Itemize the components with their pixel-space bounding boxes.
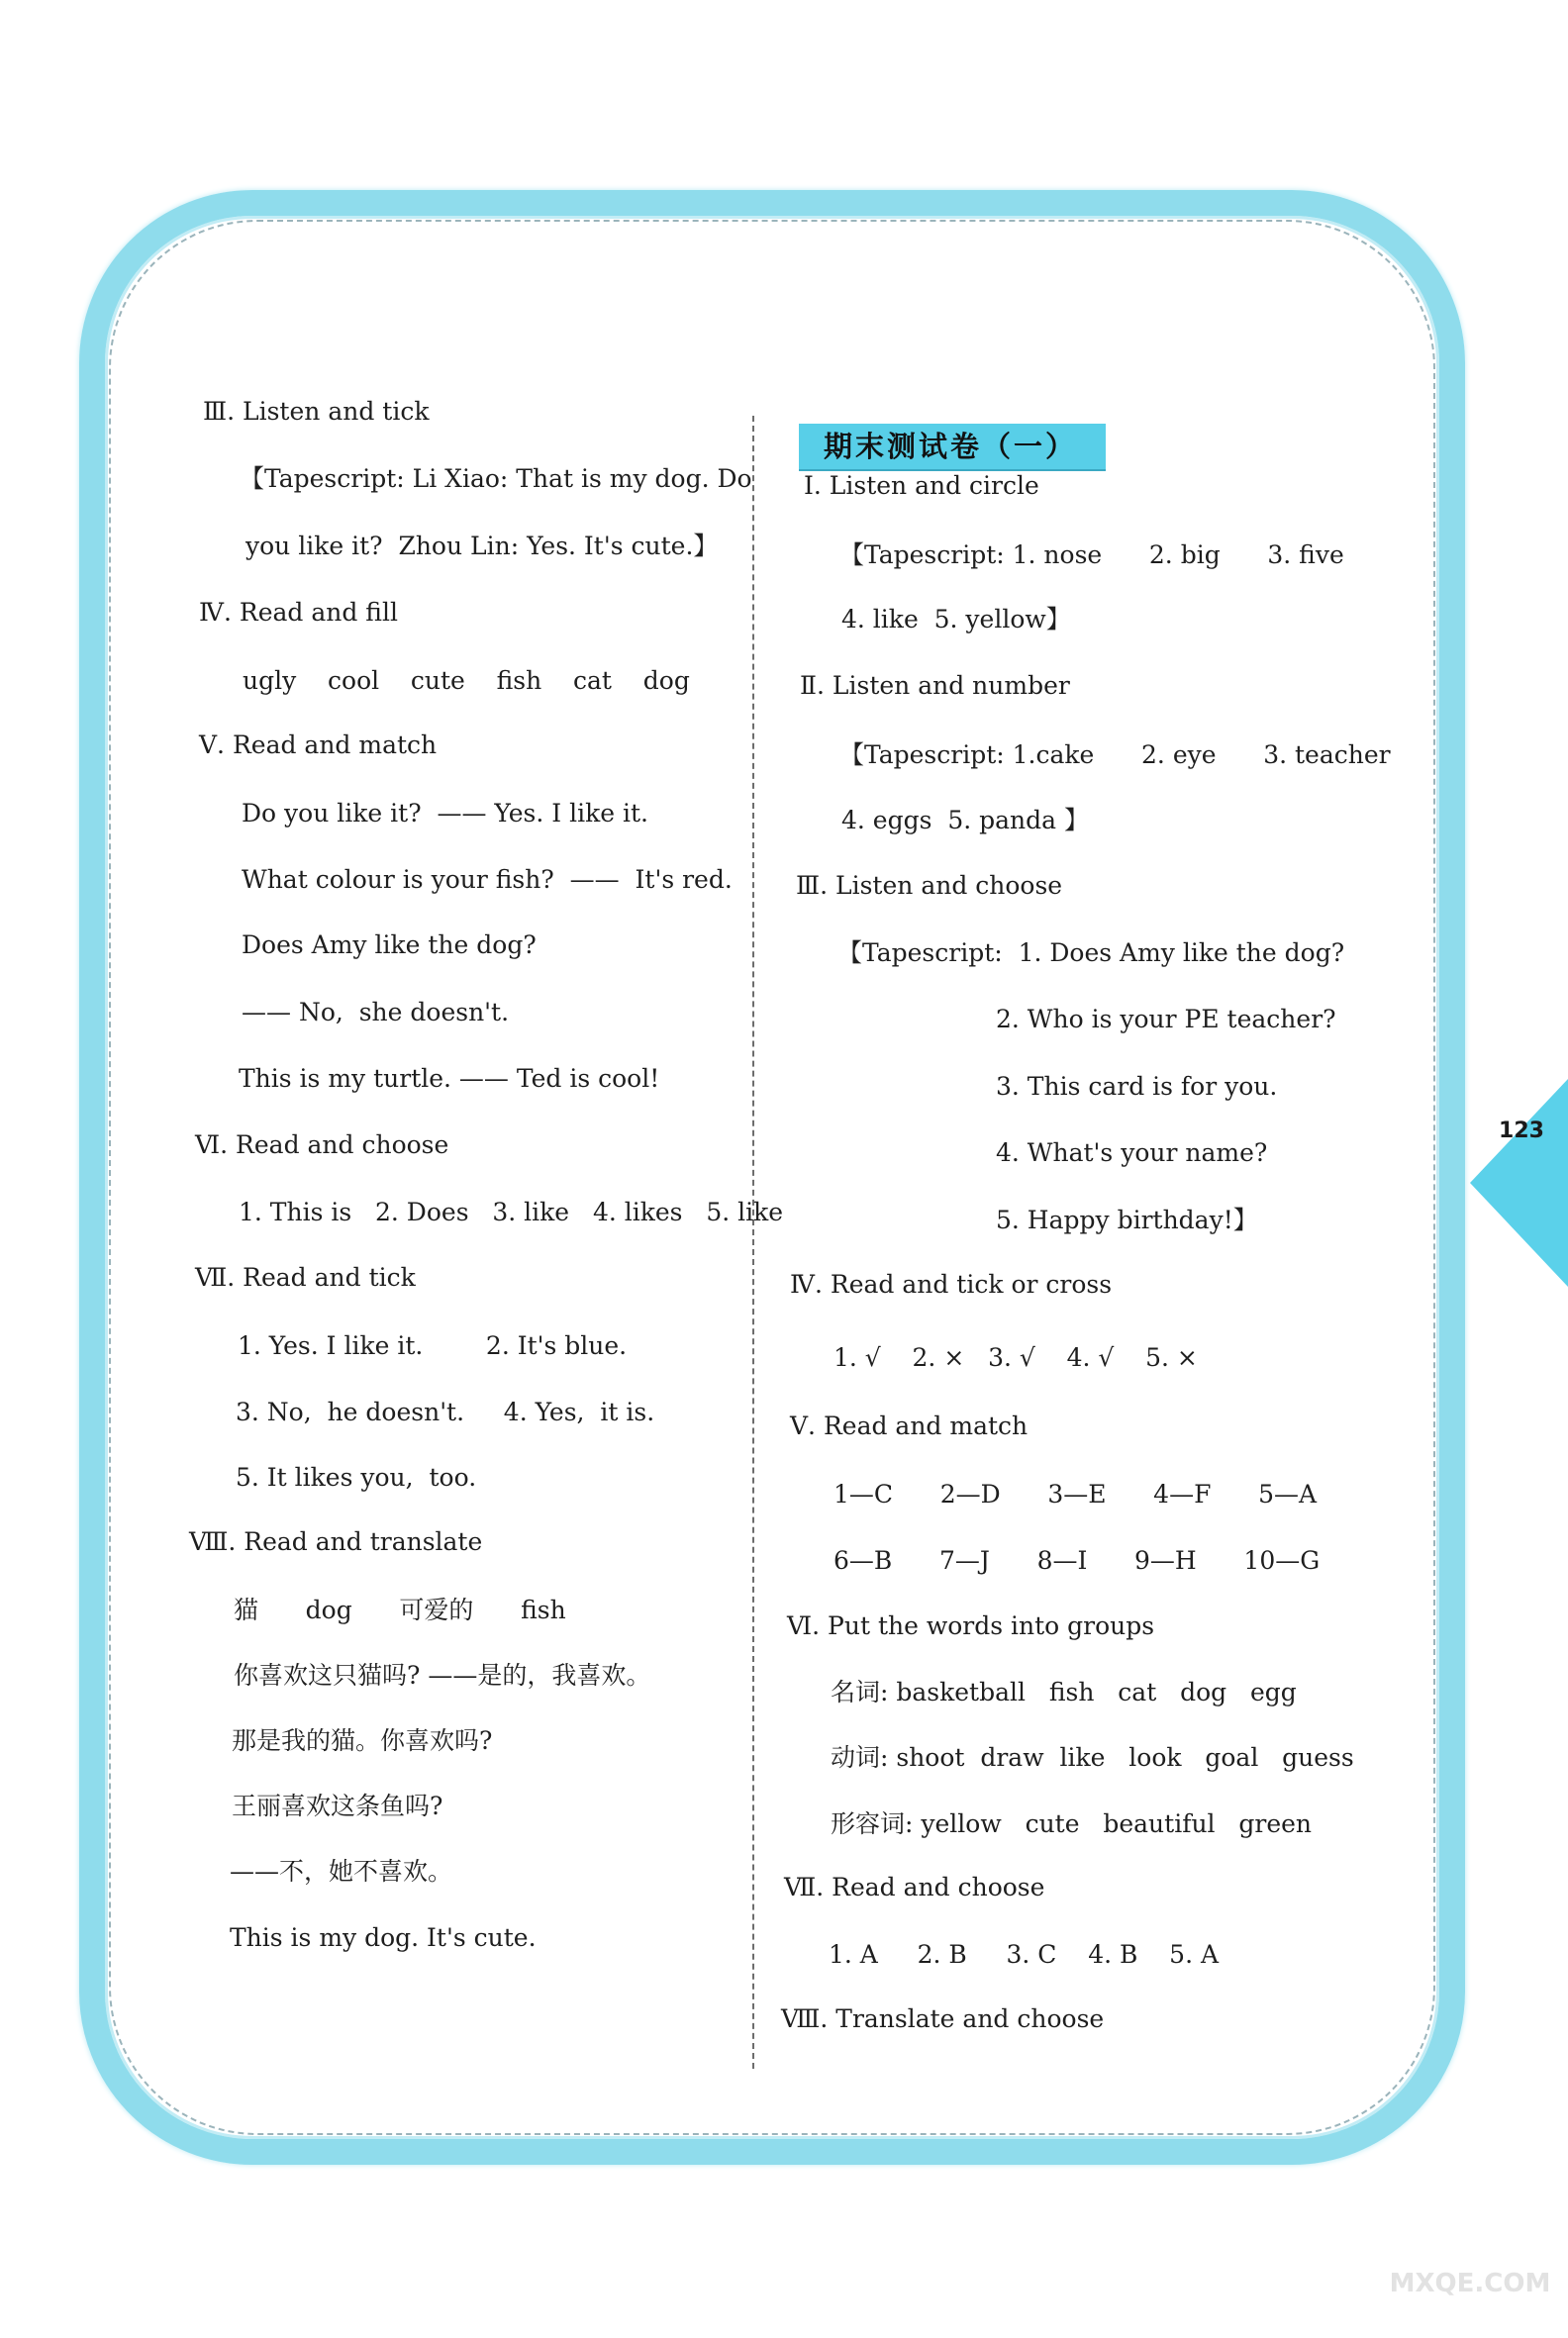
right-answer-line: 形容词: yellow cute beautiful green [831,1809,1313,1838]
right-answer-line: 动词: shoot draw like look goal guess [831,1743,1354,1772]
page-border-inner-line [109,220,1435,2135]
left-answer-line: you like it? Zhou Lin: Yes. It's cute.】 [245,532,719,560]
left-answer-line: 3. No, he doesn't. 4. Yes, it is. [236,1398,655,1426]
left-answer-line: What colour is your fish? —— It's red. [242,865,733,894]
right-answer-line: Ⅲ. Listen and choose [796,871,1063,900]
right-answer-line: 【Tapescript: 1. nose 2. big 3. five [839,540,1344,569]
left-answer-line: 那是我的猫。你喜欢吗? [232,1726,493,1755]
right-answer-line: 3. This card is for you. [996,1072,1278,1101]
left-answer-line: Do you like it? —— Yes. I like it. [242,799,648,828]
watermark-logo: MXQE.COM [1389,2269,1551,2298]
right-answer-line: Ⅷ. Translate and choose [781,2004,1105,2033]
right-answer-line: 名词: basketball fish cat dog egg [831,1678,1297,1706]
right-answer-line: Ⅶ. Read and choose [784,1873,1045,1901]
left-answer-line: This is my dog. It's cute. [230,1923,537,1952]
right-answer-line: 1. √ 2. × 3. √ 4. √ 5. × [833,1343,1198,1372]
left-answer-line: Ⅷ. Read and translate [189,1527,483,1556]
right-answer-line: Ⅴ. Read and match [790,1412,1029,1440]
left-answer-line: 你喜欢这只猫吗? ——是的，我喜欢。 [234,1661,651,1690]
right-answer-line: 1—C 2—D 3—E 4—F 5—A [833,1480,1318,1509]
left-answer-line: ugly cool cute fish cat dog [243,666,690,695]
left-answer-line: Ⅳ. Read and fill [199,598,398,627]
right-answer-line: 5. Happy birthday!】 [996,1206,1258,1234]
right-answer-line: 4. like 5. yellow】 [841,605,1071,633]
right-answer-line: Ⅵ. Put the words into groups [787,1611,1155,1640]
left-answer-line: Ⅴ. Read and match [199,731,438,759]
right-answer-line: 【Tapescript: 1. Does Amy like the dog? [837,938,1345,967]
left-answer-line: 5. It likes you, too. [236,1463,477,1492]
right-answer-line: 6—B 7—J 8—I 9—H 10—G [833,1546,1321,1575]
column-divider [752,416,754,2069]
left-answer-line: Ⅵ. Read and choose [195,1130,449,1159]
right-answer-line: 1. A 2. B 3. C 4. B 5. A [829,1940,1220,1969]
left-answer-line: Does Amy like the dog? [242,930,537,959]
right-answer-line: 4. eggs 5. panda 】 [841,806,1089,834]
left-answer-line: 1. This is 2. Does 3. like 4. likes 5. like [239,1198,784,1226]
page-number: 123 [1499,1119,1544,1143]
right-answer-line: Ⅱ. Listen and number [800,671,1070,700]
page-number-tab [1470,1079,1568,1287]
left-answer-line: —— No, she doesn't. [242,998,510,1026]
left-answer-line: 【Tapescript: Li Xiao: That is my dog. Do [240,464,752,493]
left-answer-line: Ⅶ. Read and tick [195,1263,416,1292]
left-answer-line: ——不，她不喜欢。 [230,1857,453,1886]
left-answer-line: This is my turtle. —— Ted is cool! [239,1064,660,1093]
left-answer-line: 1. Yes. I like it. 2. It's blue. [238,1331,628,1360]
left-answer-line: 王丽喜欢这条鱼吗? [232,1792,443,1820]
left-answer-line: 猫 dog 可爱的 fish [234,1596,566,1624]
left-answer-line: Ⅲ. Listen and tick [203,397,430,426]
right-answer-line: Ⅳ. Read and tick or cross [790,1270,1113,1299]
right-answer-line: 2. Who is your PE teacher? [996,1005,1336,1033]
section-title: 期末测试卷（一） [824,430,1078,463]
right-answer-line: 【Tapescript: 1.cake 2. eye 3. teacher [839,740,1391,769]
right-answer-line: Ⅰ. Listen and circle [804,471,1039,500]
right-answer-line: 4. What's your name? [996,1138,1268,1167]
